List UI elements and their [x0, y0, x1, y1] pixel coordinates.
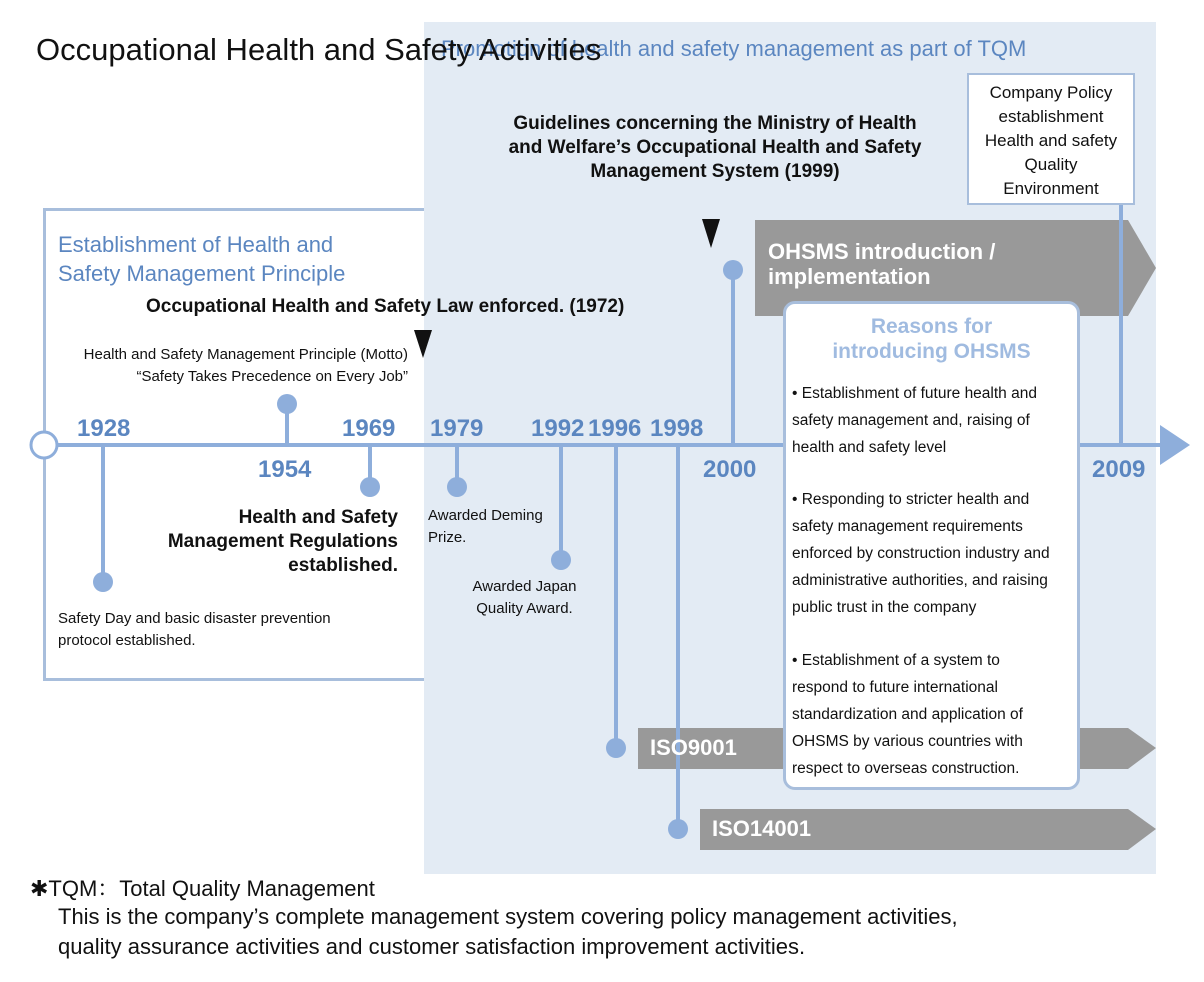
event-1969-label: Health and Safety Management Regulations established.: [167, 507, 398, 576]
dot-1996: [606, 738, 626, 758]
guidelines-label: Guidelines concerning the Ministry of Health and Welfare’s Occupational Health and Safety Management System (1999): [508, 113, 922, 182]
year-1969: 1969: [342, 415, 396, 442]
page-title: Occupational Health and Safety Activities: [36, 32, 602, 67]
dot-1979: [447, 477, 467, 497]
year-1998: 1998: [650, 415, 704, 442]
timeline-start-marker: [31, 432, 57, 458]
year-1928: 1928: [77, 415, 131, 442]
reason-item: • Establishment of a system to respond to future international standardization and application of OHSMS by various countries with respect to overseas construction.: [792, 652, 1023, 777]
company-policy-box: Company Policy establishment Health and safety Quality Environment: [967, 73, 1135, 205]
year-1954: 1954: [258, 456, 312, 483]
dot-1954: [277, 394, 297, 414]
reasons-heading: Reasons for introducing OHSMS: [832, 315, 1031, 363]
year-2009: 2009: [1092, 456, 1146, 483]
year-1996: 1996: [588, 415, 642, 442]
reason-item: • Establishment of future health and safety management and, raising of health and safety level: [792, 385, 1037, 456]
footnote-body: This is the company’s complete management system covering policy management activities, quality assurance activities and customer satisfaction improvement activities.: [58, 904, 958, 959]
dot-1928: [93, 572, 113, 592]
timeline-arrowhead: [1160, 425, 1190, 465]
dot-2000: [723, 260, 743, 280]
year-1979: 1979: [430, 415, 484, 442]
dot-1992: [551, 550, 571, 570]
dot-1969: [360, 477, 380, 497]
motto-label: Health and Safety Management Principle (Motto) “Safety Takes Precedence on Every Job”: [83, 346, 408, 385]
year-1992: 1992: [531, 415, 585, 442]
footnote-term: ✱TQM：Total Quality Management: [30, 876, 375, 901]
guidelines-pointer-icon: [702, 219, 720, 248]
ohsms-banner-label: OHSMS introduction / implementation: [768, 239, 996, 289]
principle-heading: Establishment of Health and Safety Management Principle: [58, 232, 346, 286]
reason-item: • Responding to stricter health and safety management requirements enforced by construction industry and administrative authorities, and raising public trust in the company: [792, 491, 1050, 616]
event-1992-label: Awarded Japan Quality Award.: [472, 578, 577, 617]
law-label: Occupational Health and Safety Law enforced. (1972): [146, 296, 625, 317]
iso14001-label: ISO14001: [712, 816, 812, 841]
year-2000: 2000: [703, 456, 757, 483]
dot-1998: [668, 819, 688, 839]
iso9001-label: ISO9001: [650, 735, 737, 760]
event-1928-label: Safety Day and basic disaster prevention protocol established.: [58, 610, 331, 649]
event-1979-label: Awarded Deming Prize.: [428, 507, 543, 546]
law-pointer-icon: [414, 330, 432, 358]
tqm-heading: Promotion of health and safety management as part of TQM: [441, 36, 1027, 61]
